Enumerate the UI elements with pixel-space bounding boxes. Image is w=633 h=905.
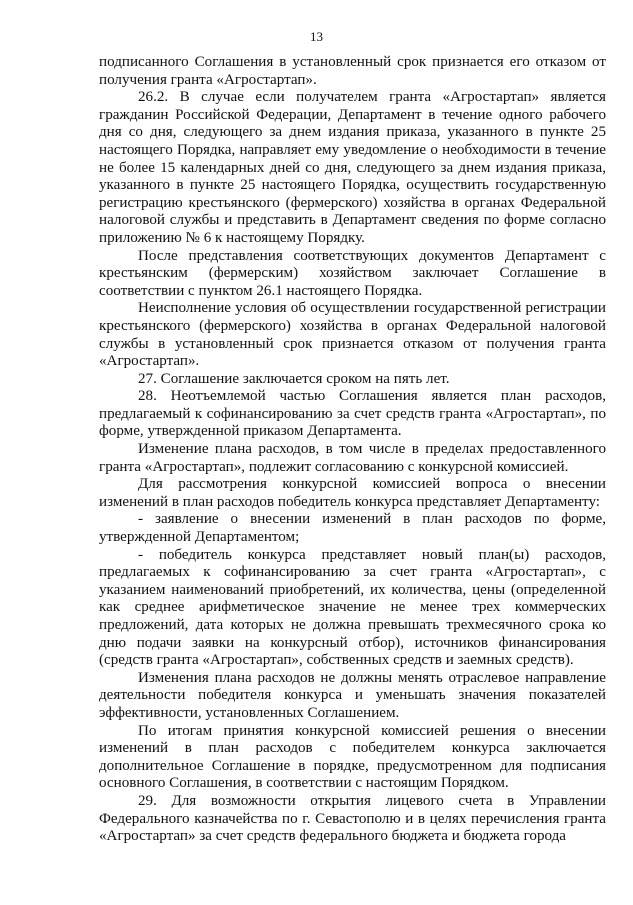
document-body [99, 54, 606, 846]
paragraph: 28. Неотъемлемой частью Соглашения является план расходов, предлагаемый к софинансированию за счет средств гранта «Агростартап», по форме, утвержденной приказом Департамента. [99, 388, 606, 440]
paragraph: Для рассмотрения конкурсной комиссией вопроса о внесении изменений в план расходов победитель конкурса представляет Департаменту: [99, 476, 606, 510]
paragraph: После представления соответствующих документов Департамент с крестьянским (фермерским) хозяйством заключает Соглашение в соответствии с пунктом 26.1 настоящего Порядка. [99, 247, 606, 299]
paragraph: 26.2. В случае если получателем гранта «Агростартап» является гражданин Российской Федерации, Департамент в течение одного рабочего дня со дня, следующего за днем издания приказа, указанного в пункте 25 настоящего Порядка, направляет ему уведомление о необходимости в течение не более 15 календарных дней со дня, следующего за днем издания приказа, указанного в пункте 25 настоящего Порядка, осуществить государственную регистрацию крестьянского (фермерского) хозяйства в органах Федеральной налоговой службы и представить в Департамент сведения по форме согласно приложению № 6 к настоящему Порядку. [99, 89, 606, 246]
page-number: 13 [310, 29, 323, 44]
paragraph: 27. Соглашение заключается сроком на пять лет. [138, 370, 450, 387]
paragraph: По итогам принятия конкурсной комиссией решения о внесении изменений в план расходов с победителем конкурса заключается дополнительное Соглашение в порядке, предусмотренном для подписания основного Соглашения, в соответствии с настоящим Порядком. [99, 722, 606, 792]
paragraph: - победитель конкурса представляет новый план(ы) расходов, предлагаемых к софинансированию за счет гранта «Агростартап», с указанием наименований приобретений, их количества, цены (определенной как среднее арифметическое значение не менее трех коммерческих предложений, дата которых не должна превышать трехмесячного срока ко дню подачи заявки на конкурсный отбор), источников финансирования (средств гранта «Агростартап», собственных средств и заемных средств). [99, 546, 606, 669]
paragraph: Изменение плана расходов, в том числе в пределах предоставленного гранта «Агростартап», подлежит согласованию с конкурсной комиссией. [99, 441, 606, 475]
paragraph: Неисполнение условия об осуществлении государственной регистрации крестьянского (фермерского) хозяйства в органах Федеральной налоговой службы в установленный срок признается отказом от получения гранта «Агростартап». [99, 300, 606, 370]
paragraph: Изменения плана расходов не должны менять отраслевое направление деятельности победителя конкурса и уменьшать значения показателей эффективности, установленных Соглашением. [99, 669, 606, 721]
paragraph: - заявление о внесении изменений в план расходов по форме, утвержденной Департаментом; [99, 511, 606, 546]
paragraph: подписанного Соглашения в установленный срок признается его отказом от получения гранта «Агростартап». [99, 54, 606, 88]
paragraph: 29. Для возможности открытия лицевого счета в Управлении Федерального казначейства по г. Севастополю и в целях перечисления гранта «Агростартап» за счет средств федерального бюджета и бюджета города [99, 792, 606, 845]
